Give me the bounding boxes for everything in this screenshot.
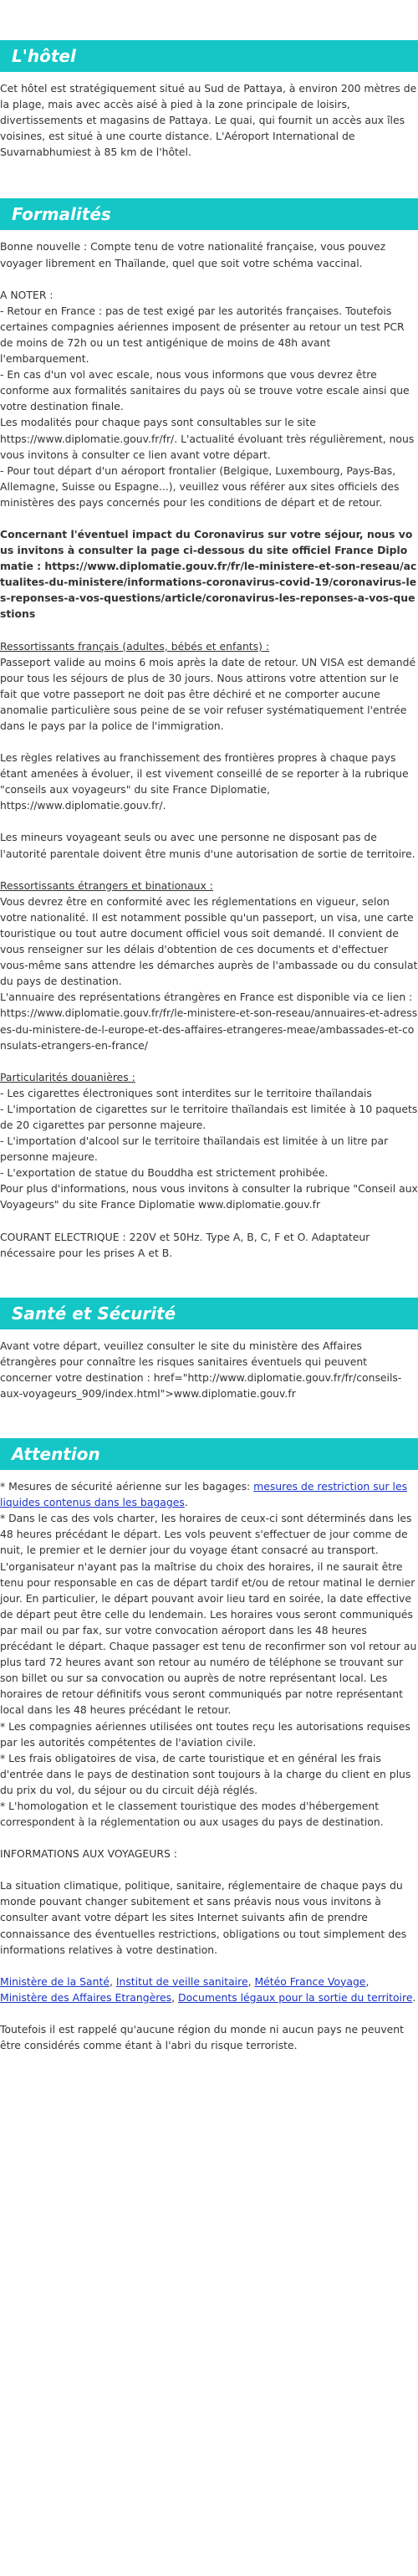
nb-2: - En cas d'un vol avec escale, nous vous informons que vous devrez être conforme aux formalités sanitaires du pays où se trouve votre escale ainsi que votre destination finale.: [0, 368, 410, 413]
nb-4: - Pour tout départ d'un aéroport frontalier (Belgique, Luxembourg, Pays-Bas, Allemagne, Suisse ou Espagne...), veuillez vous référer aux sites officiels des ministères des pays concernés pour les conditions de départ et de retour.: [0, 463, 400, 509]
link-affaires-etrangeres[interactable]: Ministère des Affaires Etrangères: [0, 1990, 172, 2004]
attention-p3: * Les compagnies aériennes utilisées ont toutes reçu les autorisations requises par les autorités compétentes de l'aviation civile.: [0, 1719, 410, 1749]
nb-1: - Retour en France : pas de test exigé par les autorités françaises. Toutefois certaines compagnies aériennes imposent de présenter au retour un test PCR de moins de 72h ou un test antigénique de moins de 48h avant l'embarquement.: [0, 304, 405, 366]
info-title: INFORMATIONS AUX VOYAGEURS :: [0, 1847, 177, 1861]
foreign-text-2: L'annuaire des représentations étrangères en France est disponible via ce lien : https://www.diplomatie.gouv.fr/fr/le-ministere-et-son-reseau/annuaires-et-adresses-du-ministere-de-l-europe-et-des-affaires-etrangeres-meae/ambassades-et-consulats-etrangers-en-france/: [0, 991, 418, 1052]
attention-title: Attention: [12, 1444, 100, 1465]
electric-info: COURANT ELECTRIQUE : 220V et 50Hz. Type A, B, C, F et O. Adaptateur nécessaire pour les prises A et B.: [0, 1230, 370, 1259]
hotel-body: [0, 80, 418, 160]
formalites-header: [0, 198, 418, 230]
fr-title: Ressortissants français (adultes, bébés et enfants) :: [0, 639, 270, 653]
hotel-header: [0, 40, 418, 72]
customs-5: Pour plus d'informations, nous vous invitons à consulter la rubrique "Conseil aux Voyageurs" du site France Diplomatie www.diplomatie.gouv.fr: [0, 1182, 418, 1211]
customs-3: - L'importation d'alcool sur le territoire thaïlandais est limitée à un litre par personne majeure.: [0, 1134, 389, 1164]
rules-text: Les règles relatives au franchissement des frontières propres à chaque pays étant amenées à évoluer, il est vivement conseillé de se reporter à la rubrique "conseils aux voyageurs" du site France Diplomatie, https://www.diplomatie.gouv.fr/.: [0, 751, 409, 812]
attention-p2: * Dans le cas des vols charter, les horaires de ceux-ci sont déterminés dans les 48 heures précédant le départ. Les vols peuvent s'effectuer de jour comme de nuit, le premier et le dernier jour du voyage étant consacré au transport. L'organisateur n'ayant pas la maîtrise du choix des horaires, il ne saurait être tenu pour responsable en cas de départ tardif et/ou de retour matinal le dernier jour. En particulier, le départ pouvant avoir lieu tard en soirée, la date effective de départ peut être celle du lendemain. Les horaires vous seront communiqués par mail ou par fax, sur votre convocation aéroport dans les 48 heures précédant le départ. Chaque passager est tenu de reconfirmer son vol retour au plus tard 72 heures avant son retour au numéro de téléphone se trouvant sur son billet ou sur sa convocation ou auprès de notre représentant local. Les horaires de retour définitifs vous seront communiqués par notre représentant local dans les 48 heures précédant le retour.: [0, 1512, 417, 1717]
link-separator: ,: [109, 1974, 116, 1988]
customs-4: - L'exportation de statue du Bouddha est strictement prohibée.: [0, 1166, 329, 1180]
link-separator: ,: [247, 1974, 255, 1988]
info-text: La situation climatique, politique, sanitaire, réglementaire de chaque pays du monde pouvant changer subitement et sans préavis nous vous invitons à consulter avant votre départ les sites Internet suivants afin de prendre connaissance des éventuelles restrictions, obligations ou tout simplement des informations relatives à votre destination.: [0, 1879, 407, 1956]
attention-header: [0, 1438, 418, 1470]
formalites-intro: Bonne nouvelle : Compte tenu de votre nationalité française, vous pouvez voyager librement en Thaïlande, quel que soit votre schéma vaccinal.: [0, 240, 386, 269]
link-end: .: [412, 1990, 416, 2004]
link-veille-sanitaire[interactable]: Institut de veille sanitaire: [115, 1974, 248, 1988]
link-meteo-france[interactable]: Météo France Voyage: [254, 1974, 366, 1988]
liquids-restriction-link[interactable]: mesures de restriction sur les liquides contenus dans les bagages: [0, 1480, 408, 1509]
formalites-body: [0, 238, 418, 1260]
link-separator: ,: [365, 1974, 370, 1988]
sante-body: [0, 1338, 418, 1401]
customs-2: - L'importation de cigarettes sur le territoire thaïlandais est limitée à 10 paquets de 20 cigarettes par personne majeure.: [0, 1102, 418, 1131]
attention-p5: * L'homologation et le classement touristique des modes d'hébergement correspondent à la réglementation ou aux usages du pays de destination.: [0, 1799, 384, 1829]
hotel-title: L'hôtel: [12, 46, 76, 66]
sante-header: [0, 1298, 418, 1329]
nb-title: A NOTER :: [0, 288, 54, 301]
attention-body: [0, 1478, 418, 2053]
nb-3: Les modalités pour chaque pays sont consultables sur le site https://www.diplomatie.gouv.fr/fr/. L'actualité évoluant très régulièrement, nous vous invitons à consulter ce lien avant votre départ.: [0, 416, 415, 461]
section-sante: [0, 1261, 418, 1401]
attention-p4: * Les frais obligatoires de visa, de carte touristique et en général les frais d'entrée dans le pays de destination sont toujours à la charge du client en plus du prix du vol, du séjour ou du circuit déjà réglés.: [0, 1751, 411, 1796]
covid-notice: Concernant l'éventuel impact du Coronavirus sur votre séjour, nous vous invitons à consulter la page ci-dessous du site officiel France Diplomatie : https://www.diplomatie.gouv.fr/fr/le-ministere-et-son-reseau/actualites-du-ministere/informations-coronavirus-covid-19/coronavirus-les-reponses-a-vos-questions/article/coronavirus-les-reponses-a-vos-questions: [0, 527, 417, 621]
section-formalites: [0, 160, 418, 1260]
info-links: [0, 1974, 418, 2005]
sante-title: Santé et Sécurité: [12, 1303, 176, 1324]
fr-text: Passeport valide au moins 6 mois après la date de retour. UN VISA est demandé pour tous les séjours de plus de 30 jours. Nous attirons votre attention sur le fait que votre passeport ne doit pas être déchiré et ne comporter aucune anomalie particulière sous peine de se voir refuser systématiquement l'entrée dans le pays par la police de l'immigration.: [0, 655, 416, 732]
foreign-title: Ressortissants étrangers et binationaux :: [0, 878, 213, 892]
customs-title: Particularités douanières :: [0, 1070, 135, 1083]
section-hotel: [0, 0, 418, 160]
attention-p1-start: * Mesures de sécurité aérienne sur les bagages:: [0, 1480, 254, 1493]
attention-p1-end: .: [184, 1496, 188, 1509]
link-separator: ,: [171, 1990, 179, 2004]
formalites-title: Formalités: [12, 204, 111, 225]
section-attention: [0, 1401, 418, 2053]
hotel-text: Cet hôtel est stratégiquement situé au Sud de Pattaya, à environ 200 mètres de la plage, mais avec accès aisé à pied à la zone principale de loisirs, divertissements et magasins de Pattaya. Le quai, qui fournit un accès aux îles voisines, est situé à une courte distance. L'Aéroport International de Suvarnabhumiest à 85 km de l'hôtel.: [0, 82, 417, 159]
link-documents-legaux[interactable]: Documents légaux pour la sortie du territoire: [178, 1990, 413, 2004]
foreign-text: Vous devrez être en conformité avec les réglementations en vigueur, selon votre nationalité. Il est notamment possible qu'un passeport, un visa, une carte touristique ou tout autre document officiel vous soit demandé. Il convient de vous renseigner sur les délais d'obtention de ces documents et d'effectuer vous-même sans attendre les démarches auprès de l'ambassade ou du consulat du pays de destination.: [0, 894, 418, 988]
attention-final: Toutefois il est rappelé qu'aucune région du monde ni aucun pays ne peuvent être considérés comme étant à l'abri du risque terroriste.: [0, 2022, 405, 2051]
sante-text: Avant votre départ, veuillez consulter le site du ministère des Affaires étrangères pour connaître les risques sanitaires éventuels qui peuvent concerner votre destination : href="http://www.diplomatie.gouv.fr/fr/conseils-aux-voyageurs_909/index.html">www.diplomatie.gouv.fr: [0, 1339, 402, 1400]
attention-p1: [0, 1478, 418, 1510]
minors-text: Les mineurs voyageant seuls ou avec une personne ne disposant pas de l'autorité parentale doivent être munis d'une autorisation de sortie de territoire.: [0, 831, 415, 860]
customs-1: - Les cigarettes électroniques sont interdites sur le territoire thaïlandais: [0, 1086, 372, 1099]
link-ministere-sante[interactable]: Ministère de la Santé: [0, 1974, 110, 1988]
